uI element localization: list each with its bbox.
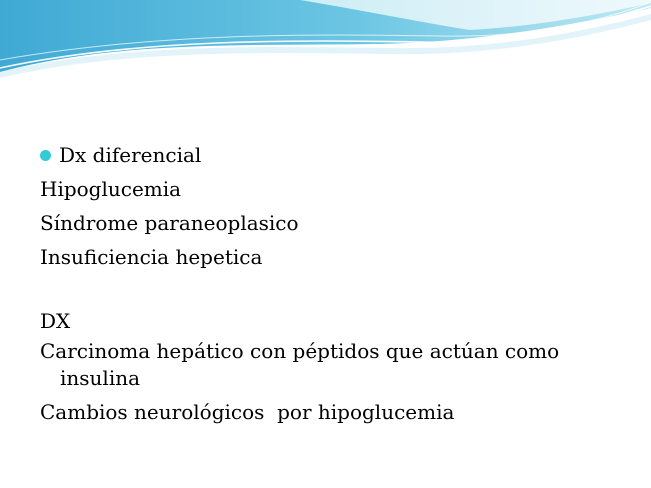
differential-item: Hipoglucemia — [40, 177, 182, 201]
bullet-heading-text: Dx diferencial — [59, 143, 202, 167]
spacer — [40, 274, 630, 304]
bullet-dot-icon — [40, 150, 51, 161]
header-wave-decoration — [0, 0, 651, 80]
differential-item: Insuficiencia hepetica — [40, 245, 263, 269]
bullet-heading — [40, 138, 630, 172]
diagnosis-item: Cambios neurológicos por hipoglucemia — [40, 400, 455, 424]
slide-content — [40, 138, 630, 429]
diagnosis-heading: DX — [40, 309, 71, 333]
diagnosis-item: Carcinoma hepático con péptidos que actúan como insulina — [40, 339, 560, 390]
differential-item: Síndrome paraneoplasico — [40, 211, 299, 235]
